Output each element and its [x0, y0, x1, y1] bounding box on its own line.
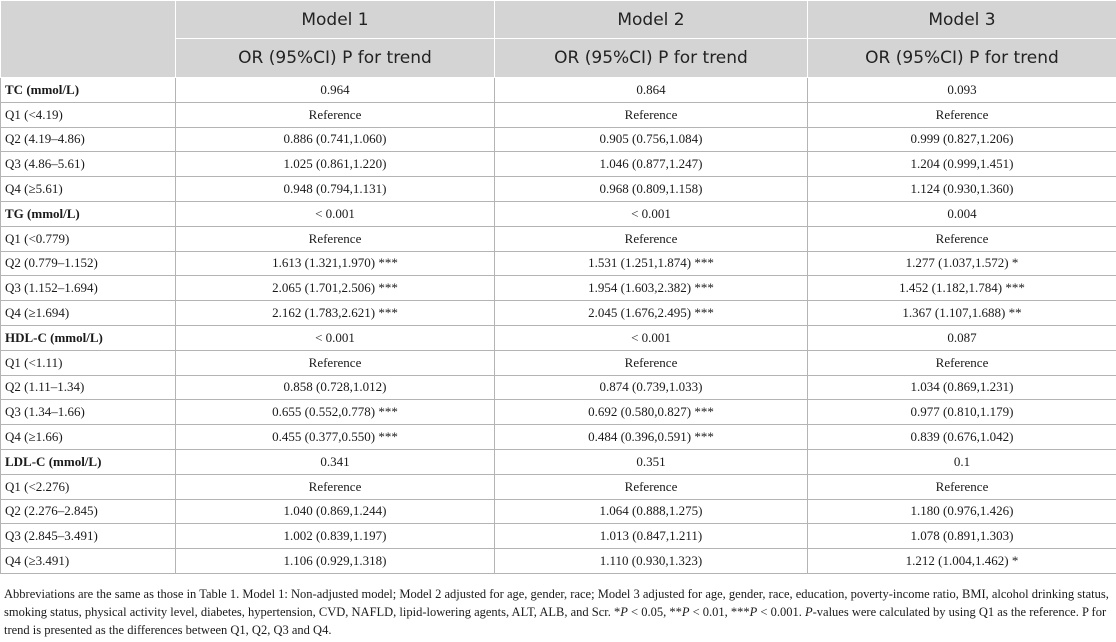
row-label: Q2 (0.779–1.152): [5, 255, 98, 271]
model-2-value-cell: 0.905 (0.756,1.084): [495, 127, 808, 152]
footnote-p-4: P: [804, 604, 813, 619]
model-2-value-cell: 1.046 (0.877,1.247): [495, 152, 808, 177]
row-label: Q2 (2.276–2.845): [5, 503, 98, 519]
model-2-value-cell: Reference: [495, 474, 808, 499]
model-1-value-cell: Reference: [176, 474, 495, 499]
row-label: Q1 (<1.11): [5, 354, 63, 370]
table-row: [1, 127, 1116, 152]
model-3-value-cell: 1.277 (1.037,1.572) *: [808, 251, 1116, 276]
model-3-value-cell: Reference: [808, 474, 1116, 499]
section-row: [1, 325, 1116, 350]
model-1-value-cell: 0.858 (0.728,1.012): [176, 375, 495, 400]
table-row: [1, 499, 1116, 524]
table-header: [1, 1, 1116, 78]
model-2-value-cell: 0.692 (0.580,0.827) ***: [495, 400, 808, 425]
table-row: [1, 549, 1116, 574]
row-label: Q3 (1.152–1.694): [5, 280, 98, 296]
row-label: LDL-C: [5, 453, 46, 469]
model-1-value-cell: 1.613 (1.321,1.970) ***: [176, 251, 495, 276]
model-3-value-cell: Reference: [808, 350, 1116, 375]
table-row: [1, 350, 1116, 375]
model-2-value-cell: < 0.001: [495, 201, 808, 226]
model-1-value-cell: < 0.001: [176, 325, 495, 350]
row-label-cell: [1, 152, 176, 177]
model-3-value-cell: Reference: [808, 102, 1116, 127]
row-label: Q4 (≥5.61): [5, 181, 63, 197]
footnote-p-1: P: [620, 604, 628, 619]
model-3-value-cell: 1.034 (0.869,1.231): [808, 375, 1116, 400]
row-label: Q2 (4.19–4.86): [5, 131, 85, 147]
model-1-value-cell: Reference: [176, 350, 495, 375]
model-1-value-cell: 1.025 (0.861,1.220): [176, 152, 495, 177]
model-1-value-cell: 0.655 (0.552,0.778) ***: [176, 400, 495, 425]
model-3-value-cell: 0.093: [808, 78, 1116, 103]
row-label-cell: [1, 102, 176, 127]
footnote-text-1: Abbreviations are the same as those in Table 1. Model 1: Non-adjusted model; Model 2 adjusted for age, gender, race; Model 3 adjusted for age, gender, race, education, poverty-income ratio, BMI, alcohol drinking status, smoking status, physical activity level, diabetes, hypertension, CVD, NAFLD, lipid-lowering agents, ALT, ALB, and Scr. *: [4, 586, 1109, 619]
section-row: [1, 78, 1116, 103]
model-1-value-cell: 0.948 (0.794,1.131): [176, 177, 495, 202]
model-2-value-cell: 1.954 (1.603,2.382) ***: [495, 276, 808, 301]
model-1-value-cell: 0.886 (0.741,1.060): [176, 127, 495, 152]
subheader-model-2: OR (95%CI) P for trend: [495, 39, 808, 78]
model-3-value-cell: 0.1: [808, 449, 1116, 474]
table-row: [1, 425, 1116, 450]
section-label-cell: [1, 201, 176, 226]
row-label: HDL-C: [5, 329, 47, 345]
row-label: Q3 (2.845–3.491): [5, 528, 98, 544]
row-label: Q2 (1.11–1.34): [5, 379, 85, 395]
model-3-value-cell: 0.999 (0.827,1.206): [808, 127, 1116, 152]
model-3-value-cell: 1.452 (1.182,1.784) ***: [808, 276, 1116, 301]
model-3-value-cell: 0.977 (0.810,1.179): [808, 400, 1116, 425]
model-2-value-cell: Reference: [495, 350, 808, 375]
model-3-value-cell: 1.124 (0.930,1.360): [808, 177, 1116, 202]
model-2-value-cell: Reference: [495, 102, 808, 127]
row-label: Q4 (≥1.66): [5, 429, 63, 445]
model-1-value-cell: 2.065 (1.701,2.506) ***: [176, 276, 495, 301]
section-label-cell: [1, 449, 176, 474]
section-row: [1, 201, 1116, 226]
footnote-p-3: P: [749, 604, 758, 619]
model-2-value-cell: Reference: [495, 226, 808, 251]
header-model-3: Model 3: [808, 1, 1116, 39]
model-1-value-cell: 2.162 (1.783,2.621) ***: [176, 301, 495, 326]
footnote-text-2: < 0.05, **: [627, 604, 682, 619]
table-row: [1, 474, 1116, 499]
header-model-2: Model 2: [495, 1, 808, 39]
model-3-value-cell: 1.204 (0.999,1.451): [808, 152, 1116, 177]
section-row: [1, 449, 1116, 474]
row-label: Q1 (<2.276): [5, 478, 70, 494]
model-1-value-cell: Reference: [176, 102, 495, 127]
row-label-cell: [1, 276, 176, 301]
row-label-cell: [1, 524, 176, 549]
model-3-value-cell: 0.087: [808, 325, 1116, 350]
model-2-value-cell: 0.484 (0.396,0.591) ***: [495, 425, 808, 450]
table-row: [1, 301, 1116, 326]
row-label-cell: [1, 549, 176, 574]
footnote-text-4: < 0.001.: [757, 604, 805, 619]
row-label: TG: [5, 205, 24, 221]
row-label-cell: [1, 177, 176, 202]
model-1-value-cell: 0.455 (0.377,0.550) ***: [176, 425, 495, 450]
row-label-cell: [1, 474, 176, 499]
row-label-cell: [1, 350, 176, 375]
row-label-cell: [1, 425, 176, 450]
model-1-value-cell: 1.106 (0.929,1.318): [176, 549, 495, 574]
row-label-cell: [1, 301, 176, 326]
model-1-value-cell: 1.040 (0.869,1.244): [176, 499, 495, 524]
model-3-value-cell: 1.180 (0.976,1.426): [808, 499, 1116, 524]
row-unit: (mmol/L): [23, 205, 80, 221]
table-footnote: [0, 574, 1114, 639]
model-2-value-cell: < 0.001: [495, 325, 808, 350]
model-1-value-cell: < 0.001: [176, 201, 495, 226]
row-label-cell: [1, 375, 176, 400]
model-1-value-cell: 0.964: [176, 78, 495, 103]
row-label: Q1 (<4.19): [5, 106, 63, 122]
table-row: [1, 524, 1116, 549]
subheader-model-1: OR (95%CI) P for trend: [176, 39, 495, 78]
model-2-value-cell: 1.013 (0.847,1.211): [495, 524, 808, 549]
table-row: [1, 152, 1116, 177]
model-1-value-cell: 1.002 (0.839,1.197): [176, 524, 495, 549]
table-row: [1, 276, 1116, 301]
table-body: [1, 78, 1116, 574]
subheader-model-3: OR (95%CI) P for trend: [808, 39, 1116, 78]
section-label-cell: [1, 78, 176, 103]
table-row: [1, 177, 1116, 202]
row-label: Q4 (≥1.694): [5, 305, 70, 321]
row-label: TC: [5, 81, 24, 97]
row-label-cell: [1, 127, 176, 152]
model-2-value-cell: 1.110 (0.930,1.323): [495, 549, 808, 574]
model-3-value-cell: 1.367 (1.107,1.688) **: [808, 301, 1116, 326]
row-label: Q1 (<0.779): [5, 230, 70, 246]
model-2-value-cell: 0.874 (0.739,1.033): [495, 375, 808, 400]
row-unit: (mmol/L): [23, 81, 80, 97]
row-label-cell: [1, 400, 176, 425]
header-corner-cell: [1, 1, 176, 78]
model-3-value-cell: 0.004: [808, 201, 1116, 226]
row-unit: (mmol/L): [45, 453, 102, 469]
model-2-value-cell: 1.064 (0.888,1.275): [495, 499, 808, 524]
table-row: [1, 226, 1116, 251]
row-label: Q3 (4.86–5.61): [5, 156, 85, 172]
model-2-value-cell: 0.968 (0.809,1.158): [495, 177, 808, 202]
model-3-value-cell: Reference: [808, 226, 1116, 251]
table-row: [1, 375, 1116, 400]
section-label-cell: [1, 325, 176, 350]
model-1-value-cell: 0.341: [176, 449, 495, 474]
model-3-value-cell: 1.212 (1.004,1.462) *: [808, 549, 1116, 574]
row-label: Q3 (1.34–1.66): [5, 404, 85, 420]
model-1-value-cell: Reference: [176, 226, 495, 251]
model-2-value-cell: 1.531 (1.251,1.874) ***: [495, 251, 808, 276]
table-row: [1, 102, 1116, 127]
model-2-value-cell: 0.351: [495, 449, 808, 474]
table-row: [1, 251, 1116, 276]
model-3-value-cell: 1.078 (0.891,1.303): [808, 524, 1116, 549]
row-label-cell: [1, 251, 176, 276]
model-3-value-cell: 0.839 (0.676,1.042): [808, 425, 1116, 450]
row-label: Q4 (≥3.491): [5, 553, 70, 569]
row-label-cell: [1, 226, 176, 251]
footnote-text-3: < 0.01, ***: [689, 604, 750, 619]
header-model-1: Model 1: [176, 1, 495, 39]
model-2-value-cell: 2.045 (1.676,2.495) ***: [495, 301, 808, 326]
footnote-text-5: -values were calculated by using Q1 as the reference. P for trend is presented as the differences between Q1, Q2, Q3 and Q4.: [4, 604, 1107, 637]
footnote-p-2: P: [681, 604, 690, 619]
row-unit: (mmol/L): [46, 329, 103, 345]
table-row: [1, 400, 1116, 425]
model-2-value-cell: 0.864: [495, 78, 808, 103]
row-label-cell: [1, 499, 176, 524]
